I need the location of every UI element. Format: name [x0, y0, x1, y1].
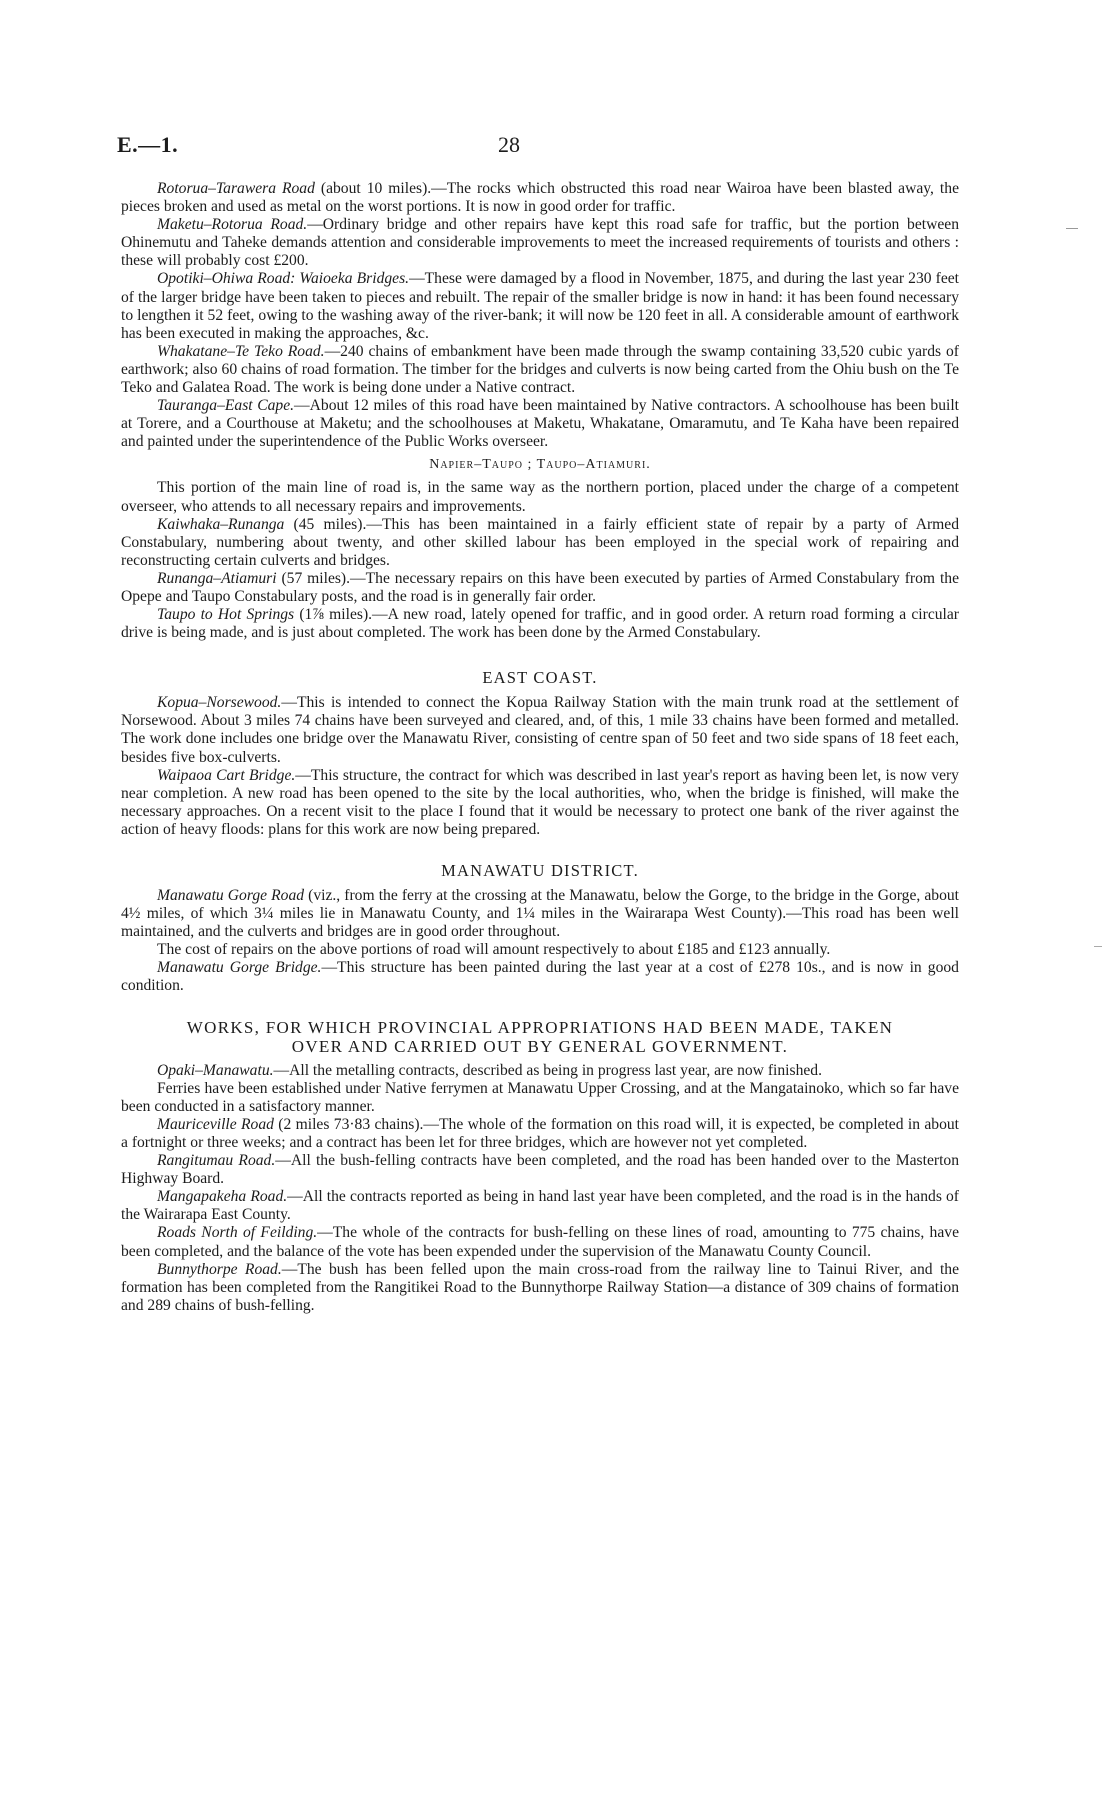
paragraph-title: Tauranga–East Cape.: [157, 397, 295, 415]
section-heading-napier-taupo: Napier–Taupo ; Taupo–Atiamuri.: [429, 457, 651, 473]
paragraph-roads-north-feilding: Roads North of Feilding.—The whole of the contracts for bush-felling on these lines of road, amounting to 775 chains, have been completed, and the balance of the vote has been expended under the supervision of the Manawatu County Council.: [121, 1224, 959, 1260]
paragraph-kaiwhaka-runanga: Kaiwhaka–Runanga (45 miles).—This has been maintained in a fairly efficient state of repair by a party of Armed Constabulary, numbering about twenty, and other skilled labour has been employed in the special work of repairing and reconstructing certain culverts and bridges.: [121, 515, 959, 569]
paragraph-title: Mauriceville Road: [157, 1115, 274, 1133]
paragraph-title: Kaiwhaka–Runanga: [157, 515, 285, 533]
paragraph-tauranga-eastcape: Tauranga–East Cape.—About 12 miles of this road have been maintained by Native contractors. A schoolhouse has been built at Torere, and a Courthouse at Maketu; and the schoolhouses at Maketu, Whakatane, Omaramutu, and Te Kaha have been repaired and painted under the superintendence of the Public Works overseer.: [121, 397, 959, 451]
paragraph-opotiki-ohiwa: Opotiki–Ohiwa Road: Waioeka Bridges.—These were damaged by a flood in November, 1875, and during the last year 230 feet of the larger bridge have been taken to pieces and rebuilt. The repair of the smaller bridge is now in hand: it has been found necessary to lengthen it 52 feet, owing to the washing away of the river-bank; it will now be 120 feet in all. A considerable amount of earthwork has been executed in making the approaches, &c.: [121, 270, 959, 342]
paragraph-whakatane-teteko: Whakatane–Te Teko Road.—240 chains of embankment have been made through the swamp containing 33,520 cubic yards of earthwork; also 60 chains of road formation. The timber for the bridges and culverts is now being carted from the Ohiu bush on the Te Teko and Galatea Road. The work is being done under a Native contract.: [121, 342, 959, 397]
paragraph-taupo-hot-springs: Taupo to Hot Springs (1⅞ miles).—A new road, lately opened for traffic, and in good order. A return road forming a circular drive is being made, and is just about completed. The work has been done by the Armed Constabulary.: [121, 606, 959, 642]
main-text-column: [121, 180, 959, 1315]
paragraph-title: Kopua–Norsewood.: [157, 694, 282, 712]
paragraph-rotorua-tarawera: Rotorua–Tarawera Road (about 10 miles).—The rocks which obstructed this road near Wairoa have been blasted away, the pieces broken and used as metal on the worst portions. It is now in good order for traffic.: [121, 180, 959, 216]
paragraph-title: Maketu–Rotorua Road.: [157, 216, 308, 234]
paragraph-title: Taupo to Hot Springs: [157, 606, 295, 624]
paragraph-maketu-rotorua: Maketu–Rotorua Road.—Ordinary bridge and other repairs have kept this road safe for traffic, but the portion between Ohinemutu and Taheke demands attention and considerable improvements to meet the increased requirements of tourists and others : these will probably cost £200.: [121, 216, 959, 270]
section-heading-works-line1: WORKS, FOR WHICH PROVINCIAL APPROPRIATIONS HAD BEEN MADE, TAKEN: [186, 1017, 894, 1037]
paragraph-title: Mangapakeha Road.: [157, 1188, 288, 1206]
paragraph-mauriceville-road: Mauriceville Road (2 miles 73·83 chains).—The whole of the formation on this road will, it is expected, be completed in about a fortnight or three weeks; and a contract has been let for three bridges, which are however not yet completed.: [121, 1115, 959, 1151]
paragraph-title: Roads North of Feilding.: [157, 1224, 318, 1242]
paragraph-opaki-manawatu: Opaki–Manawatu.—All the metalling contracts, described as being in progress last year, are now finished.: [157, 1061, 822, 1079]
paragraph-waipaoa-bridge: Waipaoa Cart Bridge.—This structure, the contract for which was described in last year's report as having been let, is now very near completion. A new road has been opened to the site by the local authorities, who, when the bridge is finished, will make the necessary approaches. On a recent visit to the place I found that it would be necessary to protect one bank of the river against the action of heavy floods: plans for this work are now being prepared.: [121, 766, 959, 838]
paragraph-title: Manawatu Gorge Bridge.: [157, 959, 322, 977]
paragraph-ferries: Ferries have been established under Native ferrymen at Manawatu Upper Crossing, and at the Mangatainoko, which so far have been conducted in a satisfactory manner.: [121, 1079, 959, 1115]
paragraph-main-line: This portion of the main line of road is, in the same way as the northern portion, placed under the charge of a competent overseer, who attends to all necessary repairs and improvements.: [121, 479, 959, 515]
paragraph-repair-cost: The cost of repairs on the above portions of road will amount respectively to about £185 and £123 annually.: [157, 941, 831, 959]
paragraph-mangapakeha-road: Mangapakeha Road.—All the contracts reported as being in hand last year have been completed, and the road is in the hands of the Wairarapa East County.: [121, 1188, 960, 1224]
paragraph-title: Runanga–Atiamuri: [157, 569, 277, 587]
paragraph-rangitumau-road: Rangitumau Road.—All the bush-felling contracts have been completed, and the road has been handed over to the Masterton Highway Board.: [121, 1152, 959, 1188]
margin-mark: [1066, 228, 1078, 229]
section-heading-manawatu: MANAWATU DISTRICT.: [441, 861, 639, 880]
section-heading-east-coast: EAST COAST.: [482, 668, 598, 688]
paragraph-title: Waipaoa Cart Bridge.: [157, 766, 296, 784]
paragraph-manawatu-gorge-road: Manawatu Gorge Road (viz., from the ferry at the crossing at the Manawatu, below the Gorge, to the bridge in the Gorge, about 4½ miles, of which 3¼ miles lie in Manawatu County, and 1¼ miles in the Wairarapa West County).—This road has been well maintained, and the culverts and bridges are in good order throughout.: [121, 887, 960, 941]
paragraph-title: Rangitumau Road.: [157, 1152, 276, 1170]
paragraph-title: Bunnythorpe Road.: [157, 1260, 282, 1278]
margin-mark: [1094, 946, 1102, 947]
paragraph-title: Rotorua–Tarawera Road: [157, 180, 315, 197]
paragraph-manawatu-gorge-bridge: Manawatu Gorge Bridge.—This structure has been painted during the last year at a cost of £278 10s., and is now in good condition.: [121, 959, 959, 995]
document-code: E.—1.: [117, 132, 179, 157]
paragraph-title: Whakatane–Te Teko Road.: [157, 342, 325, 360]
section-heading-works-line2: OVER AND CARRIED OUT BY GENERAL GOVERNMENT.: [291, 1036, 789, 1056]
paragraph-kopua-norsewood: Kopua–Norsewood.—This is intended to connect the Kopua Railway Station with the main trunk road at the settlement of Norsewood. About 3 miles 74 chains have been surveyed and cleared, and, of this, 1 mile 33 chains have been formed and metalled. The work done includes one bridge over the Manawatu River, consisting of centre span of 50 feet and two side spans of 18 feet each, besides five box-culverts.: [121, 694, 959, 766]
paragraph-bunnythorpe-road: Bunnythorpe Road.—The bush has been felled upon the main cross-road from the railway line to Tainui River, and the formation has been completed from the Rangitikei Road to the Bunnythorpe Railway Station—a distance of 309 chains of formation and 289 chains of bush-felling.: [121, 1260, 960, 1314]
paragraph-title: Manawatu Gorge Road: [157, 887, 305, 904]
paragraph-title: Opaki–Manawatu.: [157, 1061, 274, 1079]
paragraph-runanga-atiamuri: Runanga–Atiamuri (57 miles).—The necessary repairs on this have been executed by parties of Armed Constabulary from the Opepe and Taupo Constabulary posts, and the road is in generally fair order.: [121, 569, 959, 605]
page-number: 28: [498, 132, 520, 157]
paragraph-title: Opotiki–Ohiwa Road: Waioeka Bridges.: [157, 270, 410, 288]
